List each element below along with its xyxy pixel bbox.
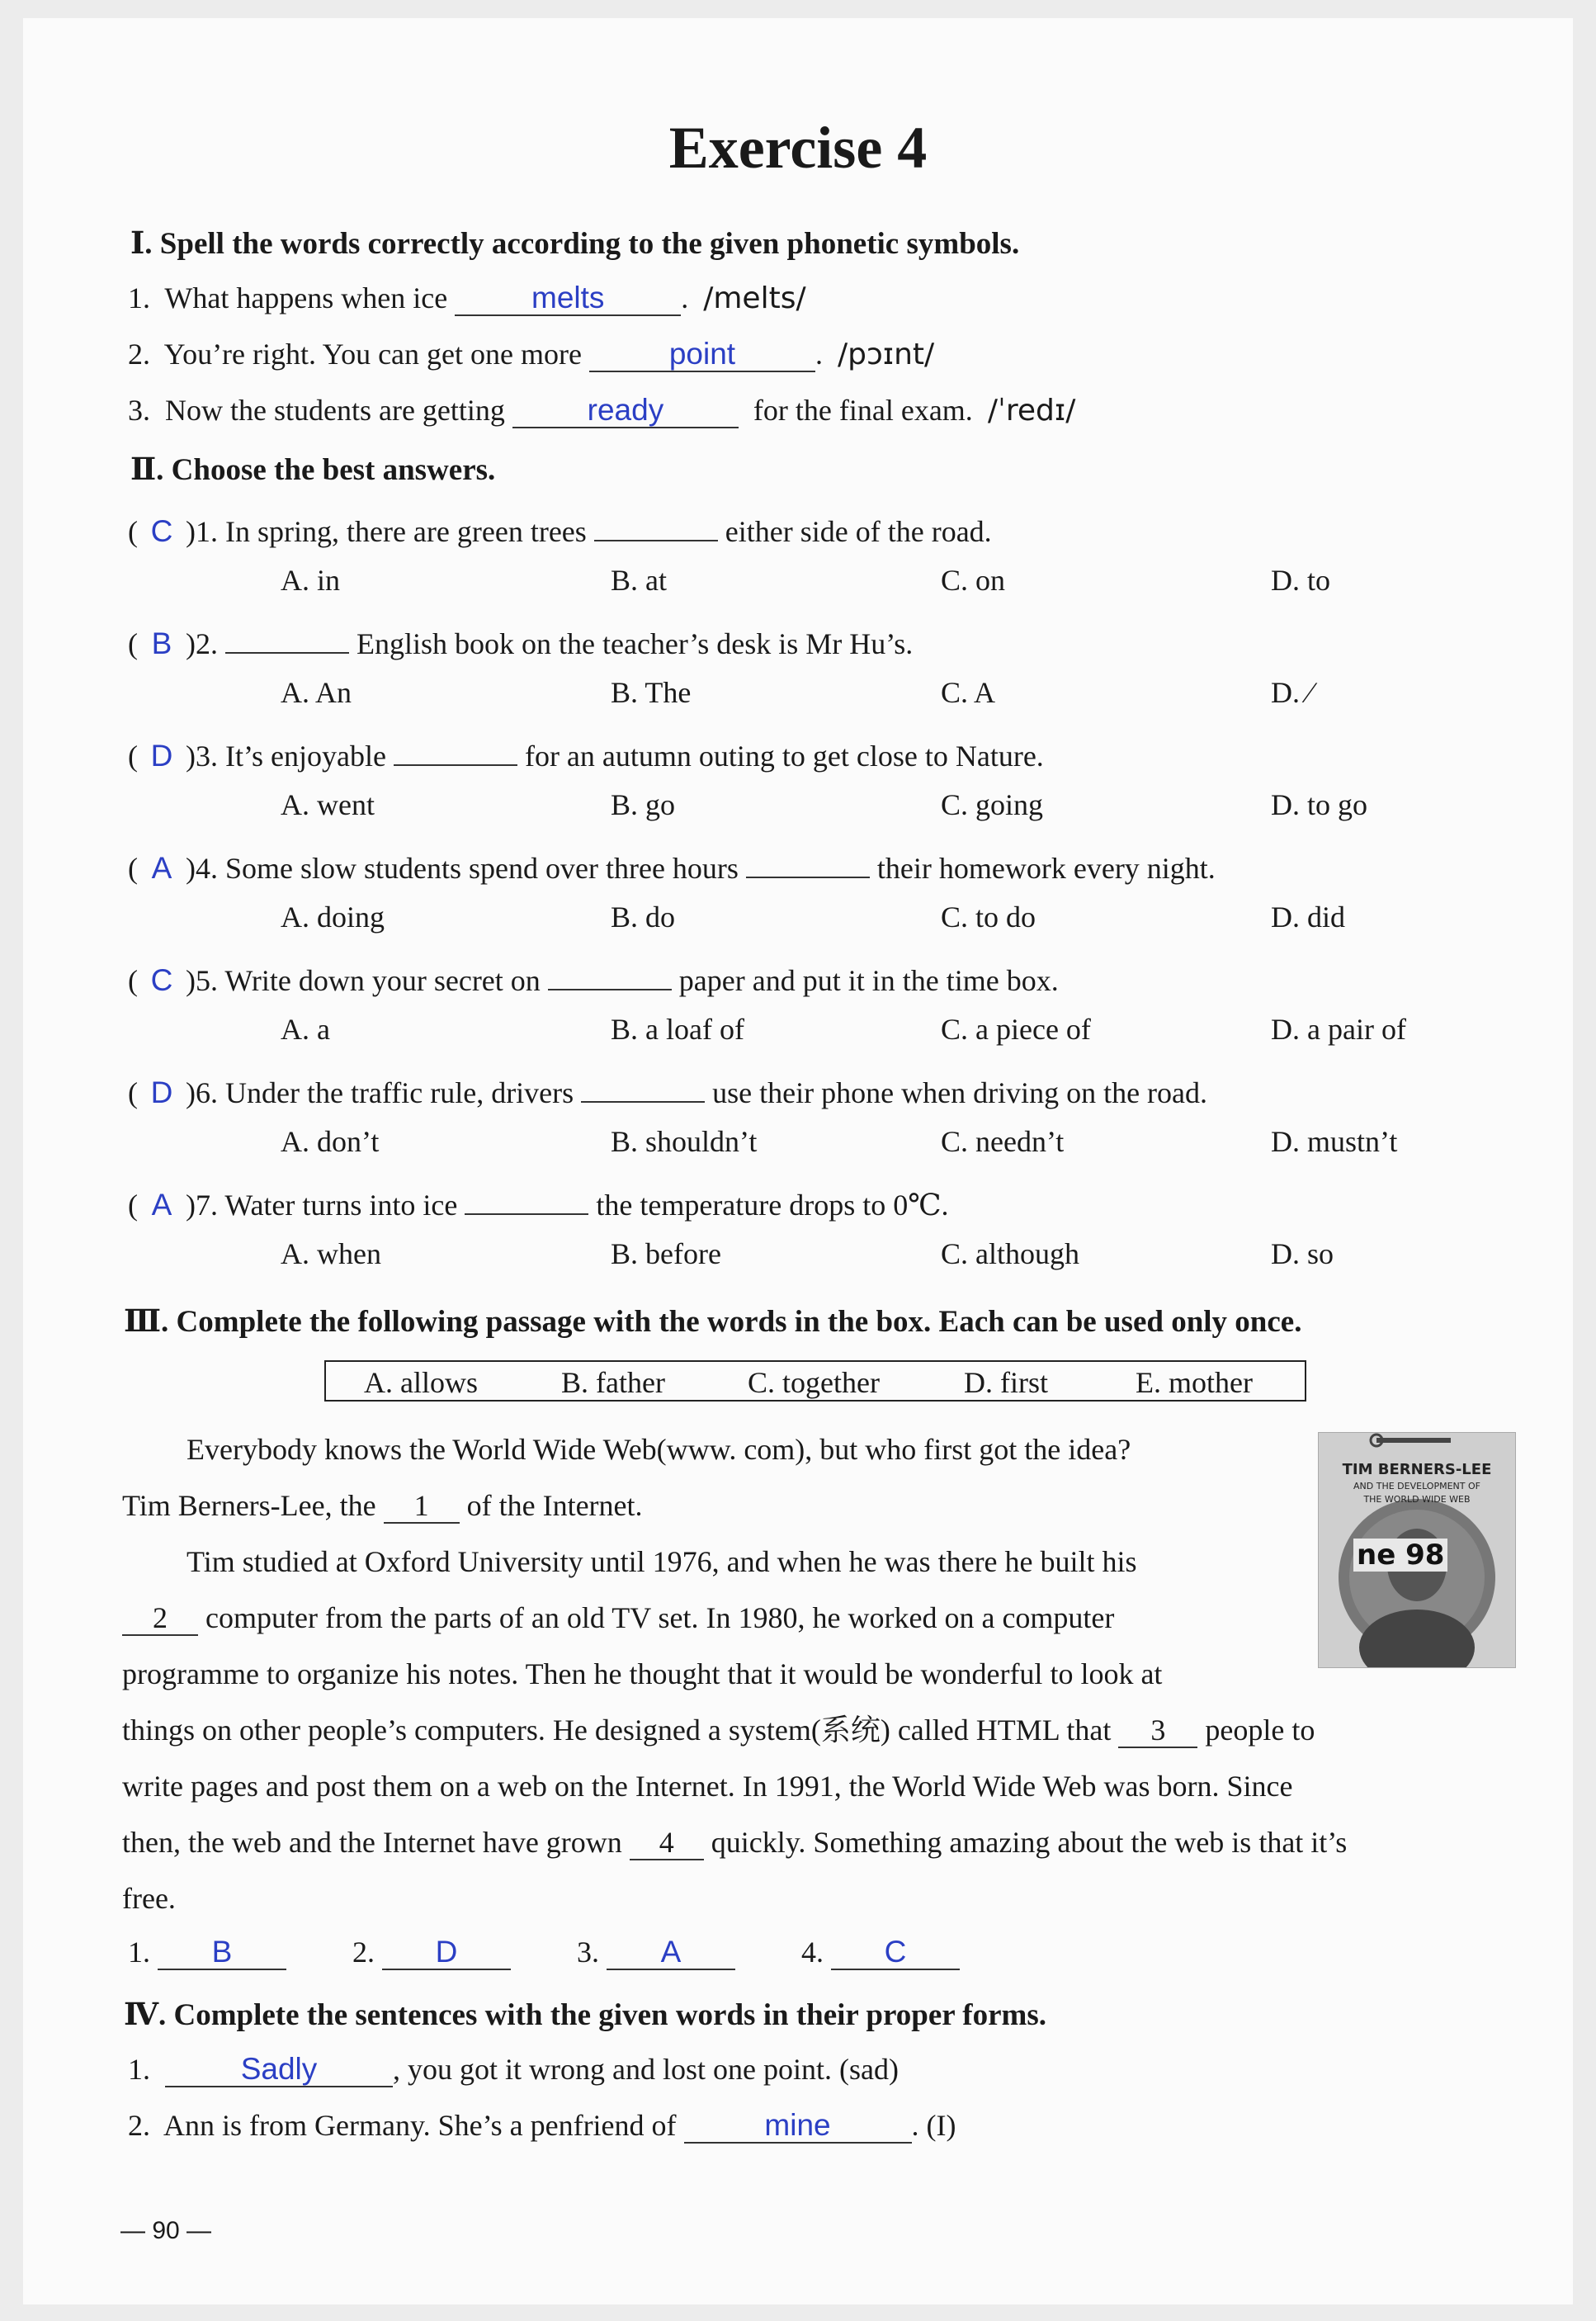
question-text: Under the traffic rule, drivers [225, 1076, 574, 1109]
handwritten-answer: Sadly [240, 2052, 318, 2086]
answer-number: 3. [577, 1936, 599, 1969]
question-row [128, 731, 1044, 773]
option-b: B. before [611, 1237, 721, 1270]
option-b: B. do [611, 901, 676, 934]
handwritten-choice: A [151, 851, 172, 885]
question-text-after: English book on the teacher’s desk is Mr Hu’s. [357, 627, 914, 660]
option-c: C. on [941, 564, 1006, 597]
answer-blank [382, 1936, 511, 1970]
answer-number: 2. [352, 1936, 375, 1969]
option-a: A. when [281, 1237, 381, 1270]
option-d: D. to go [1271, 788, 1367, 821]
item-text: Now the students are getting [165, 394, 505, 427]
item-text: You’re right. You can get one more [163, 338, 582, 371]
handwritten-answer: point [668, 337, 736, 371]
paren-open: ( [128, 964, 138, 997]
question-number: )6. [186, 1076, 218, 1109]
item-number: 2. [128, 2109, 150, 2142]
option-d: D. to [1271, 564, 1330, 597]
handwritten-answer: A [660, 1935, 682, 1969]
option-c: C. A [941, 676, 996, 709]
s1-item-2 [128, 337, 934, 372]
passage-line [122, 1477, 643, 1534]
option-c: C. going [941, 788, 1044, 821]
passage-blank [122, 1601, 198, 1636]
question-row [128, 844, 1216, 886]
option-c: C. a piece of [941, 1013, 1091, 1046]
question-number: )7. [186, 1189, 218, 1222]
paren-open: ( [128, 515, 138, 548]
option-d: D. a pair of [1271, 1013, 1406, 1046]
question-row [128, 956, 1059, 998]
passage-line: Tim studied at Oxford University until 1976, and when he was there he built his [187, 1545, 1137, 1578]
answer-blank [165, 2053, 393, 2087]
option-b: B. go [611, 788, 676, 821]
question-blank [225, 619, 349, 654]
paren-open: ( [128, 852, 138, 885]
item-text-after: . [815, 338, 823, 371]
answer-blank [684, 2109, 912, 2144]
section-3-heading: Ⅲ. Complete the following passage with the words in the box. Each can be used only once. [124, 1305, 1302, 1339]
handwritten-answer: C [884, 1935, 907, 1969]
passage-line: Everybody knows the World Wide Web(www. com), but who first got the idea? [187, 1433, 1131, 1466]
page-number: — 90 — [120, 2217, 212, 2244]
box-word: B. father [561, 1366, 665, 1399]
passage-text: things on other people’s computers. He designed a system(系统) called HTML that [122, 1714, 1112, 1747]
section-2-heading: Ⅱ. Choose the best answers. [130, 453, 496, 487]
passage-line: write pages and post them on a web on the Internet. In 1991, the World Wide Web was born. Since [122, 1770, 1293, 1803]
question-number: )3. [186, 740, 218, 773]
section-1-heading: Ⅰ. Spell the words correctly according to the given phonetic symbols. [130, 227, 1020, 261]
paren-open: ( [128, 1076, 138, 1109]
answer-blank [831, 1936, 960, 1970]
cover-subtitle-2: THE WORLD WIDE WEB [1363, 1494, 1471, 1505]
s1-item-1 [128, 281, 806, 316]
question-text-after: their homework every night. [876, 852, 1216, 885]
blank-number: 4 [659, 1826, 674, 1859]
option-a: A. don’t [281, 1125, 380, 1158]
question-blank [548, 956, 672, 990]
handwritten-choice: C [150, 963, 173, 997]
handwritten-choice: B [151, 626, 172, 660]
box-word: C. together [748, 1366, 880, 1399]
phonetic: /pɔɪnt/ [837, 338, 935, 371]
passage-line [122, 1814, 1347, 1870]
question-text-after: for an autumn outing to get close to Nature. [524, 740, 1044, 773]
answer-number: 4. [801, 1936, 824, 1969]
question-text: It’s enjoyable [225, 740, 386, 773]
passage-line: free. [122, 1882, 176, 1915]
handwritten-choice: D [150, 1075, 173, 1109]
question-text: In spring, there are green trees [225, 515, 587, 548]
item-text: What happens when ice [164, 281, 448, 314]
option-a: A. a [281, 1013, 330, 1046]
phonetic: /ˈredɪ/ [987, 394, 1076, 428]
option-a: A. doing [281, 901, 385, 934]
passage-line [122, 1702, 1315, 1758]
answer-blank [607, 1936, 735, 1970]
s1-item-3 [128, 393, 1075, 428]
paren-open: ( [128, 740, 138, 773]
answer-blank [589, 338, 815, 372]
handwritten-answer: B [211, 1935, 233, 1969]
cover-subtitle: AND THE DEVELOPMENT OF [1353, 1481, 1480, 1491]
passage-text: Tim Berners-Lee, the [122, 1489, 376, 1522]
word-box [324, 1360, 1306, 1402]
blank-number: 2 [153, 1601, 168, 1634]
question-text: Water turns into ice [224, 1189, 458, 1222]
s4-item-2 [128, 2108, 956, 2144]
handwritten-choice: D [150, 739, 173, 773]
box-word: D. first [964, 1366, 1048, 1399]
item-text-after: , you got it wrong and lost one point. (sad) [393, 2053, 899, 2086]
answer-blank [455, 281, 681, 316]
question-text: Some slow students spend over three hours [225, 852, 739, 885]
question-text-after: paper and put it in the time box. [678, 964, 1059, 997]
s4-item-1 [128, 2052, 899, 2087]
passage-text: quickly. Something amazing about the web is that it’s [711, 1826, 1348, 1859]
passage-line [122, 1590, 1114, 1646]
item-text-after: . (I) [911, 2109, 956, 2142]
passage-text: then, the web and the Internet have grown [122, 1826, 622, 1859]
option-b: B. at [611, 564, 667, 597]
item-text-after: for the final exam. [753, 394, 973, 427]
handwritten-answer: ready [587, 393, 664, 427]
phonetic: /melts/ [703, 281, 806, 315]
option-d: D. did [1271, 901, 1345, 934]
item-number: 3. [128, 394, 150, 427]
option-a: A. An [281, 676, 352, 709]
option-d: D. mustn’t [1271, 1125, 1398, 1158]
option-c: C. needn’t [941, 1125, 1065, 1158]
question-number: )5. [186, 964, 218, 997]
answer-number: 1. [128, 1936, 150, 1969]
handwritten-choice: A [151, 1188, 172, 1222]
box-word: E. mother [1136, 1366, 1253, 1399]
passage-text: of the Internet. [466, 1489, 643, 1522]
section-4-heading: Ⅳ. Complete the sentences with the given words in their proper forms. [124, 1998, 1046, 2032]
question-text: Write down your secret on [224, 964, 541, 997]
question-blank [746, 844, 870, 878]
item-number: 1. [128, 281, 150, 314]
option-c: C. although [941, 1237, 1079, 1270]
item-number: 1. [128, 2053, 150, 2086]
option-a: A. in [281, 564, 340, 597]
option-b: B. shouldn’t [611, 1125, 758, 1158]
handwritten-answer: mine [764, 2108, 831, 2142]
question-row [128, 507, 992, 549]
paren-open: ( [128, 1189, 138, 1222]
cover-overlay-text: ne 98 [1353, 1539, 1447, 1572]
book-cover-photo [1318, 1432, 1516, 1668]
option-d: D. so [1271, 1237, 1334, 1270]
question-text-after: either side of the road. [725, 515, 992, 548]
question-blank [581, 1068, 705, 1103]
option-d: D. ∕ [1271, 676, 1313, 709]
question-number: )4. [186, 852, 218, 885]
passage-blank [630, 1826, 704, 1860]
question-row [128, 619, 913, 661]
handwritten-answer: melts [531, 281, 605, 314]
answer-blank [158, 1936, 286, 1970]
question-blank [465, 1180, 588, 1215]
paren-open: ( [128, 627, 138, 660]
passage-blank [384, 1489, 460, 1524]
question-row [128, 1180, 949, 1222]
blank-number: 1 [413, 1489, 429, 1522]
question-number: )2. [186, 627, 218, 660]
option-b: B. a loaf of [611, 1013, 744, 1046]
item-text: Ann is from Germany. She’s a penfriend of [163, 2109, 677, 2142]
question-blank [394, 731, 517, 766]
question-text-after: use their phone when driving on the road. [712, 1076, 1208, 1109]
passage-answers [128, 1935, 960, 1970]
item-number: 2. [128, 338, 150, 371]
option-a: A. went [281, 788, 375, 821]
blank-number: 3 [1150, 1714, 1166, 1747]
handwritten-answer: D [435, 1935, 458, 1969]
option-c: C. to do [941, 901, 1036, 934]
question-blank [594, 507, 718, 541]
question-text-after: the temperature drops to 0℃. [596, 1189, 949, 1222]
answer-blank [512, 394, 739, 428]
question-row [128, 1068, 1207, 1110]
box-word: A. allows [364, 1366, 478, 1399]
item-text-after: . [681, 281, 689, 314]
passage-text: computer from the parts of an old TV set. In 1980, he worked on a computer [205, 1601, 1115, 1634]
passage-blank [1118, 1714, 1197, 1748]
question-number: )1. [186, 515, 218, 548]
passage-line: programme to organize his notes. Then he thought that it would be wonderful to look at [122, 1657, 1163, 1690]
page-title: Exercise 4 [668, 115, 928, 181]
handwritten-choice: C [150, 514, 173, 548]
cover-title: TIM BERNERS-LEE [1342, 1461, 1492, 1478]
passage-text: people to [1205, 1714, 1315, 1747]
option-b: B. The [611, 676, 692, 709]
